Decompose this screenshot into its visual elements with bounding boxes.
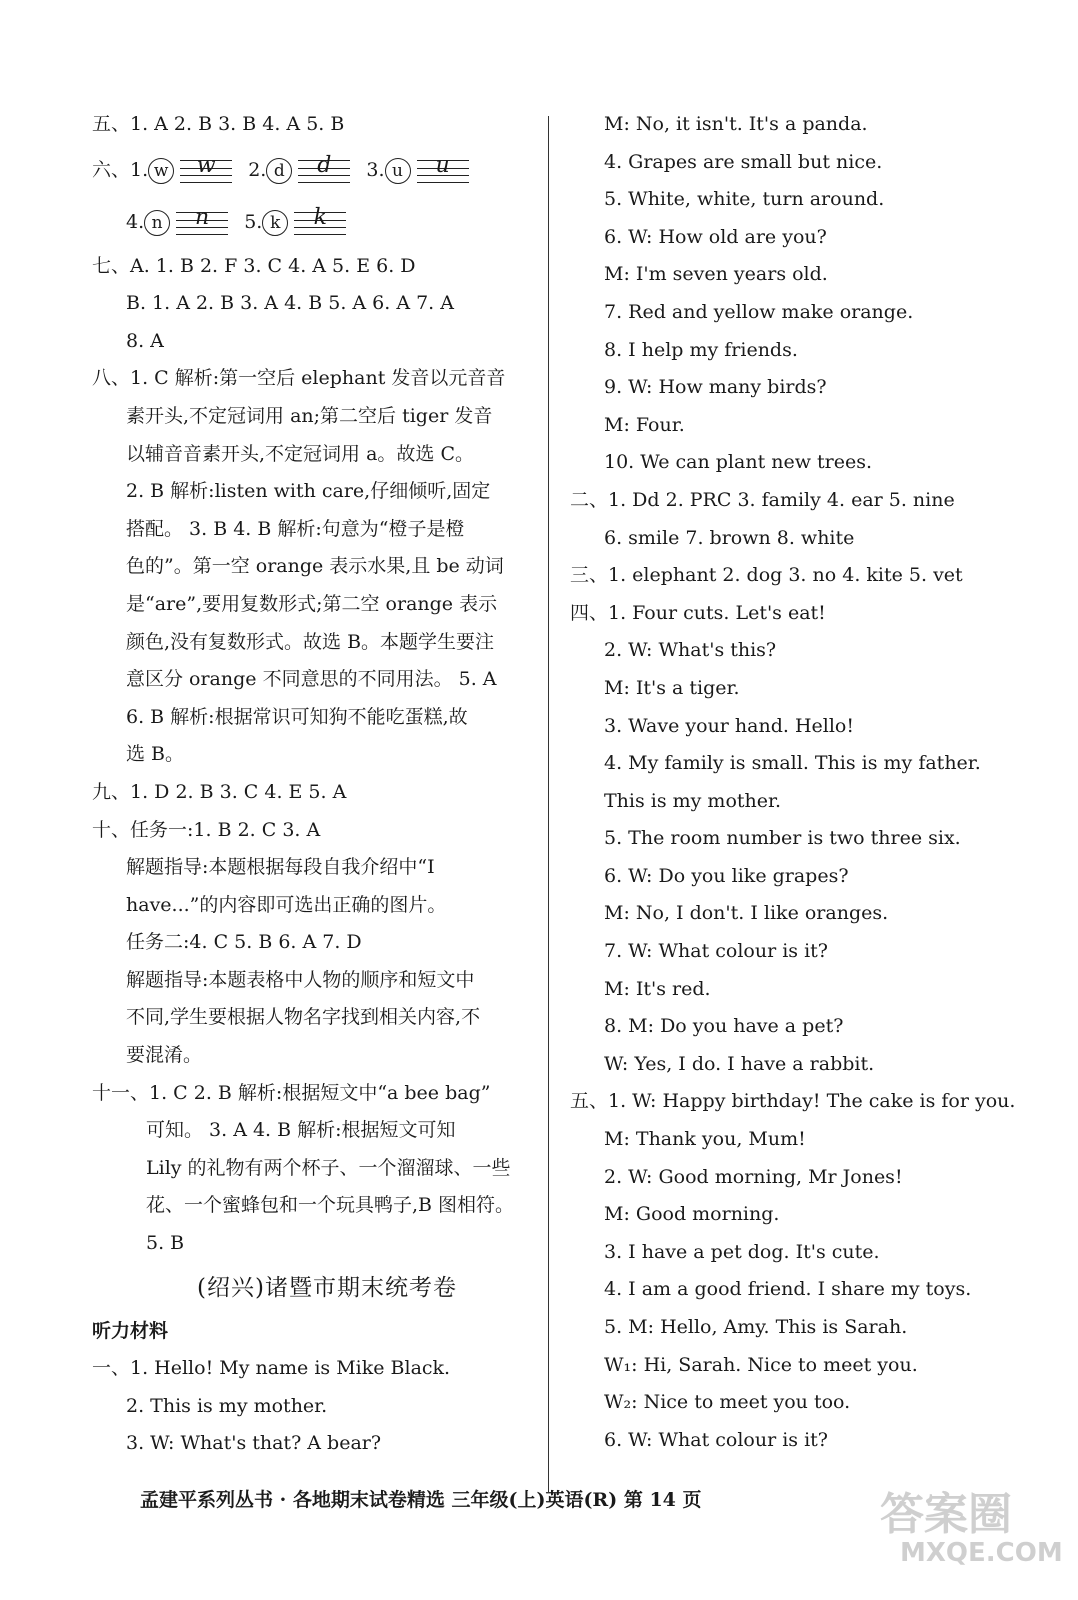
watermark-text: 答案圈 (880, 1489, 1012, 1540)
text-line: 二、1. Dd 2. PRC 3. family 4. ear 5. nine (570, 488, 955, 511)
text-line: 2. W: What's this? (604, 639, 777, 662)
text-line: 素开头,不定冠词用 an;第二空后 tiger 发音 (126, 404, 493, 427)
text-line: 3. Wave your hand. Hello! (604, 714, 855, 737)
text-line: 3. W: What's that? A bear? (126, 1432, 382, 1455)
text-line: 任务二:4. C 5. B 6. A 7. D (126, 931, 362, 954)
four-line-grid (294, 204, 346, 236)
text-line: 解题指导:本题根据每段自我介绍中“I (126, 856, 435, 879)
circled-letter: u (385, 158, 411, 184)
text-line: 花、一个蜜蜂包和一个玩具鸭子,B 图相符。 (146, 1194, 515, 1217)
watermark-logo (880, 1478, 1063, 1588)
text-line: M: Thank you, Mum! (604, 1128, 806, 1151)
item-number: 2. (248, 158, 267, 181)
watermark-url: MXQE.COM (900, 1538, 1063, 1568)
item-number: 5. (244, 210, 263, 233)
four-line-grid (180, 152, 232, 184)
right-column (570, 106, 1040, 1459)
item-number: 3. (366, 158, 385, 181)
text-line: This is my mother. (604, 789, 782, 812)
circled-letter: n (144, 210, 170, 236)
text-line: 2. B 解析:listen with care,仔细倾听,固定 (126, 480, 491, 503)
text-line: 解题指导:本题表格中人物的顺序和短文中 (126, 968, 475, 991)
text-line: 6. W: Do you like grapes? (604, 864, 849, 887)
section-title: (绍兴)诸暨市期末统考卷 (197, 1274, 457, 1301)
text-line: Lily 的礼物有两个杯子、一个溜溜球、一些 (146, 1156, 511, 1179)
text-line: M: Good morning. (604, 1203, 780, 1226)
text-line: 以辅音音素开头,不定冠词用 a。故选 C。 (126, 442, 474, 465)
text-line: 七、A. 1. B 2. F 3. C 4. A 5. E 6. D (92, 254, 416, 277)
column-divider (548, 116, 549, 1492)
written-letter: w (196, 152, 216, 178)
text-line: M: It's a tiger. (604, 676, 740, 699)
text-line: 6. B 解析:根据常识可知狗不能吃蛋糕,故 (126, 705, 468, 728)
text-line: M: It's red. (604, 977, 711, 1000)
written-letter: n (195, 204, 210, 230)
left-answers (92, 248, 532, 1263)
listening-material (92, 1313, 532, 1463)
text-line: M: Four. (604, 413, 685, 436)
text-line: 不同,学生要根据人物名字找到相关内容,不 (126, 1006, 481, 1029)
page-footer: 孟建平系列丛书 · 各地期末试卷精选 三年级(上)英语(R) 第 14 页 (140, 1489, 702, 1511)
four-line-grid (417, 152, 469, 184)
text-line: 5. White, white, turn around. (604, 188, 885, 211)
text-line: 八、1. C 解析:第一空后 elephant 发音以元音音 (92, 367, 506, 390)
text-line: 9. W: How many birds? (604, 376, 827, 399)
text-line: M: No, I don't. I like oranges. (604, 902, 889, 925)
answer-line-six-row1 (92, 144, 532, 196)
text-line: 一、1. Hello! My name is Mike Black. (92, 1357, 451, 1380)
text-line: 要混淆。 (126, 1044, 203, 1067)
text-line: 十、任务一:1. B 2. C 3. A (92, 818, 321, 841)
item-number: 4. (126, 210, 145, 233)
text-line: 6. W: How old are you? (604, 225, 827, 248)
text-line: 4. Grapes are small but nice. (604, 150, 883, 173)
text-line: M: I'm seven years old. (604, 263, 828, 286)
text-line: 颜色,没有复数形式。故选 B。本题学生要注 (126, 630, 495, 653)
text-line: 2. W: Good morning, Mr Jones! (604, 1165, 903, 1188)
written-letter: k (313, 204, 327, 230)
text-line: 7. Red and yellow make orange. (604, 300, 914, 323)
text-line: 搭配。 3. B 4. B 解析:句意为“橙子是橙 (126, 517, 465, 540)
text-line: 4. I am a good friend. I share my toys. (604, 1278, 972, 1301)
text-line: 十一、1. C 2. B 解析:根据短文中“a bee bag” (92, 1081, 491, 1104)
text-line: 选 B。 (126, 743, 185, 766)
text-line: 8. A (126, 329, 164, 352)
written-letter: u (435, 152, 450, 178)
item-number: 1. (130, 158, 149, 181)
text-line: 8. I help my friends. (604, 338, 798, 361)
text-line: 五、1. W: Happy birthday! The cake is for you. (570, 1090, 1016, 1113)
text-line: 4. My family is small. This is my father. (604, 752, 981, 775)
text-line: 九、1. D 2. B 3. C 4. E 5. A (92, 780, 347, 803)
text-line: 8. M: Do you have a pet? (604, 1015, 844, 1038)
text-line: W₁: Hi, Sarah. Nice to meet you. (604, 1353, 918, 1376)
text-line: 四、1. Four cuts. Let's eat! (570, 601, 826, 624)
text-line: have...”的内容即可选出正确的图片。 (126, 893, 447, 916)
text-line: M: No, it isn't. It's a panda. (604, 113, 868, 135)
answer-line-six-row2 (92, 196, 532, 248)
text-line: 5. M: Hello, Amy. This is Sarah. (604, 1316, 908, 1338)
text-line: 10. We can plant new trees. (604, 451, 873, 474)
text-line: 3. I have a pet dog. It's cute. (604, 1240, 880, 1263)
text-line: 意区分 orange 不同意思的不同用法。 5. A (126, 668, 497, 691)
text-line: 色的”。第一空 orange 表示水果,且 be 动词 (126, 555, 504, 578)
answer-line: 五、1. A 2. B 3. B 4. A 5. B (92, 113, 345, 135)
circled-letter: w (148, 158, 174, 184)
text-line: 5. B (146, 1232, 185, 1255)
six-label: 六、 (92, 158, 131, 181)
text-line: 是“are”,要用复数形式;第二空 orange 表示 (126, 592, 498, 615)
text-line: 听力材料 (92, 1319, 169, 1342)
text-line: B. 1. A 2. B 3. A 4. B 5. A 6. A 7. A (126, 292, 454, 315)
circled-letter: k (262, 210, 288, 236)
written-letter: d (317, 152, 332, 178)
text-line: 6. smile 7. brown 8. white (604, 526, 855, 549)
text-line: 5. The room number is two three six. (604, 827, 961, 850)
left-column (92, 106, 532, 1463)
text-line: 7. W: What colour is it? (604, 940, 828, 963)
text-line: 6. W: What colour is it? (604, 1428, 828, 1451)
circled-letter: d (266, 158, 292, 184)
text-line: 2. This is my mother. (126, 1394, 328, 1417)
four-line-grid (298, 152, 350, 184)
text-line: W: Yes, I do. I have a rabbit. (604, 1052, 875, 1075)
four-line-grid (176, 204, 228, 236)
text-line: 可知。 3. A 4. B 解析:根据短文可知 (146, 1119, 456, 1142)
text-line: 三、1. elephant 2. dog 3. no 4. kite 5. vet (570, 564, 963, 587)
text-line: W₂: Nice to meet you too. (604, 1391, 851, 1414)
